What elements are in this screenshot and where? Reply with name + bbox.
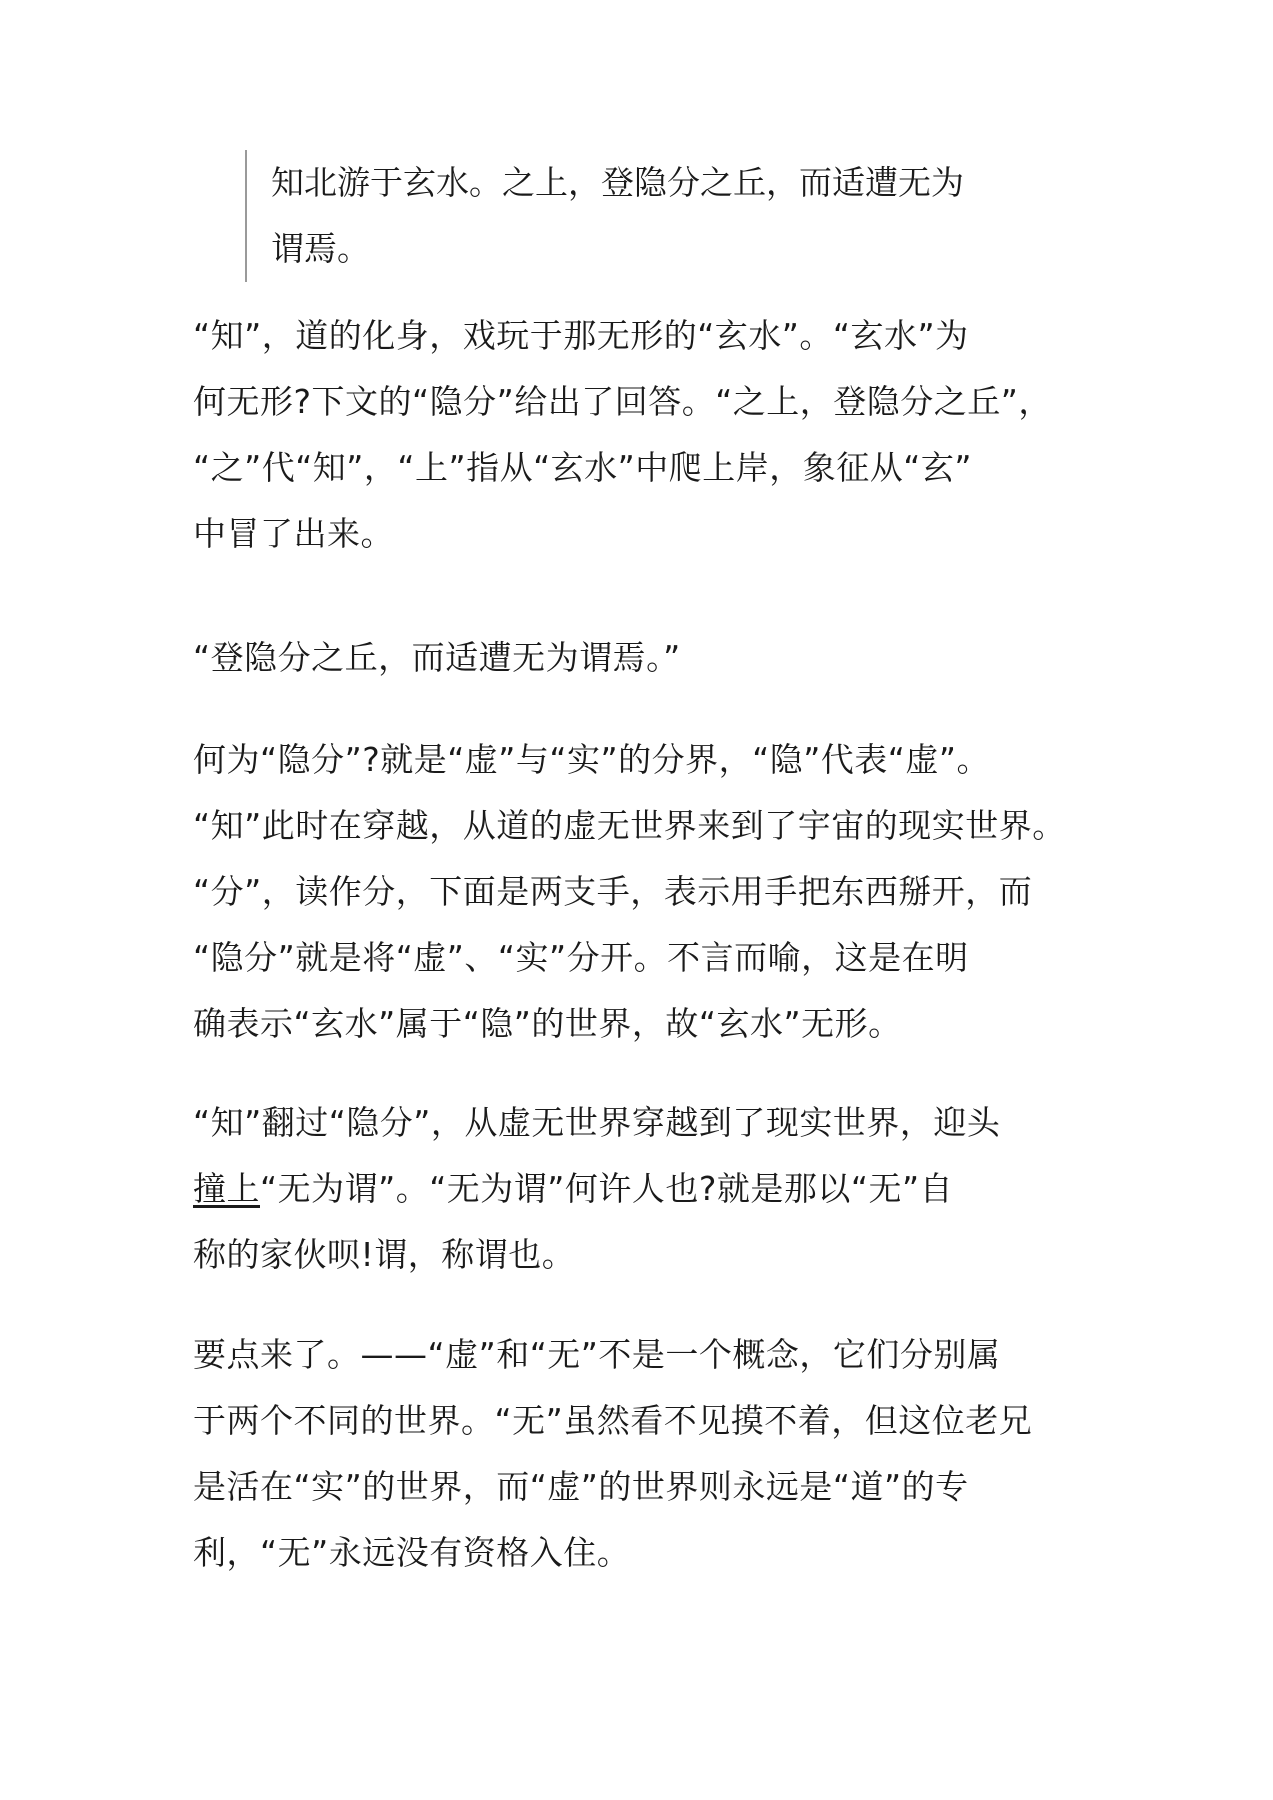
paragraph-line: 是活在“实”的世界，而“虚”的世界则永远是“道”的专 — [193, 1467, 969, 1506]
paragraph-line: “分”，读作分，下面是两支手，表示用手把东西掰开，而 — [193, 872, 1033, 911]
paragraph-line: “之”代“知”，“上”指从“玄水”中爬上岸，象征从“玄” — [193, 448, 972, 487]
block-quote — [245, 150, 1051, 282]
paragraph-line: 何为“隐分”?就是“虚”与“实”的分界，“隐”代表“虚”。 — [193, 740, 990, 779]
paragraph-wuweiwei — [193, 1090, 1123, 1288]
paragraph-line: 确表示“玄水”属于“隐”的世界，故“玄水”无形。 — [193, 1004, 902, 1043]
paragraph-line — [193, 1156, 1123, 1222]
paragraph-line: “知”此时在穿越，从道的虚无世界来到了宇宙的现实世界。 — [193, 806, 1066, 845]
paragraph-line: “隐分”就是将“虚”、“实”分开。不言而喻，这是在明 — [193, 938, 969, 977]
paragraph-line: “登隐分之丘，而适遭无为谓焉。” — [193, 638, 681, 677]
quote-line: 知北游于玄水。之上，登隐分之丘，而适遭无为 — [271, 163, 964, 202]
paragraph-line: “知”，道的化身，戏玩于那无形的“玄水”。“玄水”为 — [193, 316, 969, 355]
paragraph-line: 中冒了出来。 — [193, 514, 394, 553]
quote-line: 谓焉。 — [271, 229, 370, 268]
paragraph-line: 称的家伙呗!谓，称谓也。 — [193, 1235, 576, 1274]
paragraph-line: 利，“无”永远没有资格入住。 — [193, 1533, 631, 1572]
underlined-text: 撞上 — [193, 1169, 260, 1208]
paragraph-xuanshui — [193, 303, 1123, 567]
paragraph-line: 于两个不同的世界。“无”虽然看不见摸不着，但这位老兄 — [193, 1401, 1033, 1440]
paragraph-yinfen — [193, 727, 1123, 1057]
paragraph-line-rest: “无为谓”。“无为谓”何许人也?就是那以“无”自 — [260, 1169, 954, 1208]
paragraph-line: “知”翻过“隐分”，从虚无世界穿越到了现实世界，迎头 — [193, 1103, 1001, 1142]
paragraph-quote-citation — [193, 625, 1123, 691]
paragraph-line: 要点来了。——“虚”和“无”不是一个概念，它们分别属 — [193, 1335, 1001, 1374]
paragraph-line: 何无形?下文的“隐分”给出了回答。“之上，登隐分之丘”， — [193, 382, 1052, 421]
paragraph-key-point — [193, 1322, 1123, 1586]
